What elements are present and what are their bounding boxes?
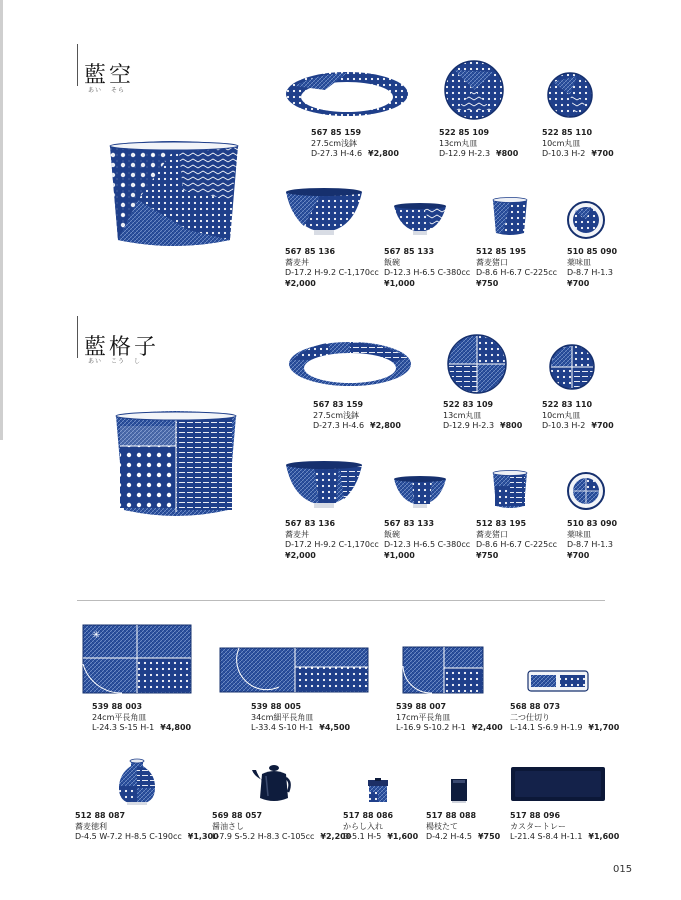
product-price: ¥1,300 bbox=[187, 832, 219, 841]
soba-sake-bottle-image bbox=[117, 758, 157, 806]
product-size: D-12.9 H-2.3 bbox=[439, 149, 491, 158]
product-code: 567 85 136 bbox=[285, 247, 336, 256]
product-name: 蕎麦丼 bbox=[285, 257, 309, 267]
product-name: 10cm丸皿 bbox=[542, 410, 581, 420]
page-number: 015 bbox=[613, 864, 633, 875]
hero-cup-aizora bbox=[108, 140, 240, 255]
product-caption bbox=[476, 519, 557, 561]
product-size: D-8.6 H-6.7 C-225cc bbox=[476, 268, 558, 277]
product-price: ¥700 bbox=[567, 550, 590, 560]
product-code: 510 85 090 bbox=[567, 247, 618, 256]
section-divider bbox=[77, 600, 605, 601]
round-plate-10-image bbox=[549, 344, 595, 390]
product-name: 蕎麦徳利 bbox=[75, 821, 107, 831]
product-size: D-4.2 H-4.5 bbox=[426, 832, 472, 841]
ruby-syllable: あい bbox=[88, 87, 103, 94]
product-name: 楊枝たて bbox=[426, 821, 458, 831]
product-name: 17cm平長角皿 bbox=[396, 712, 451, 722]
rect-plate-17-image bbox=[402, 646, 484, 694]
product-size: D-27.3 H-4.6 bbox=[311, 149, 363, 158]
round-plate-13-image bbox=[447, 334, 507, 394]
product-price: ¥4,500 bbox=[319, 723, 351, 732]
product-name: 24cm平長角皿 bbox=[92, 712, 147, 722]
product-price: ¥700 bbox=[591, 149, 614, 158]
product-code: 517 88 096 bbox=[510, 811, 561, 820]
product-size: D-17.2 H-9.2 C-1,170cc bbox=[285, 268, 379, 277]
product-price: ¥750 bbox=[477, 832, 501, 841]
product-caption bbox=[212, 811, 351, 843]
divided-dish-image bbox=[527, 670, 589, 692]
toothpick-holder-image bbox=[449, 778, 469, 804]
product-caption bbox=[311, 128, 399, 160]
product-size: D-8.6 H-6.7 C-225cc bbox=[476, 540, 558, 549]
product-size: D-10.3 H-2 bbox=[542, 149, 586, 158]
product-caption bbox=[251, 702, 350, 734]
product-code: 512 88 087 bbox=[75, 811, 126, 820]
hero-cup-aigoushi bbox=[114, 410, 238, 525]
product-name: 薬味皿 bbox=[567, 529, 591, 539]
product-code: 517 88 086 bbox=[343, 811, 394, 820]
product-size: L-16.9 S-10.2 H-1 bbox=[396, 723, 466, 732]
product-code: 569 88 057 bbox=[212, 811, 263, 820]
product-code: 568 88 073 bbox=[510, 702, 561, 711]
product-price: ¥1,600 bbox=[588, 832, 620, 841]
product-name: 醤油さし bbox=[212, 821, 244, 831]
page-edge-rule bbox=[0, 0, 3, 440]
product-caption bbox=[384, 247, 470, 289]
product-size: D-5.1 H-5 bbox=[343, 832, 382, 841]
condiment-dish-image bbox=[567, 472, 605, 510]
product-price: ¥750 bbox=[476, 278, 499, 288]
product-price: ¥2,800 bbox=[368, 149, 399, 158]
product-name: 飯碗 bbox=[384, 529, 400, 539]
product-name: からし入れ bbox=[343, 821, 383, 831]
product-name: 13cm丸皿 bbox=[443, 410, 482, 420]
product-caption bbox=[443, 400, 522, 432]
product-size: L-21.4 S-8.4 H-1.1 bbox=[510, 832, 583, 841]
ruby-syllable: そら bbox=[111, 87, 126, 94]
round-plate-13-image bbox=[444, 60, 504, 120]
product-size: D-12.3 H-6.5 C-380cc bbox=[384, 540, 471, 549]
product-caption bbox=[384, 519, 470, 561]
product-name: 13cm丸皿 bbox=[439, 138, 478, 148]
round-plate-10-image bbox=[547, 72, 593, 118]
product-caption bbox=[542, 128, 614, 160]
product-caption bbox=[567, 247, 617, 289]
series-marker bbox=[77, 316, 78, 358]
product-price: ¥2,200 bbox=[320, 832, 352, 841]
product-name: 蕎麦猪口 bbox=[476, 257, 508, 267]
product-price: ¥2,000 bbox=[285, 278, 316, 288]
product-code: 567 83 133 bbox=[384, 519, 435, 528]
series-title-aizora: 藍空 bbox=[84, 63, 135, 88]
product-price: ¥700 bbox=[591, 421, 614, 430]
series-title-aigoushi: 藍格子 bbox=[84, 335, 160, 360]
product-code: 567 83 159 bbox=[313, 400, 364, 409]
product-code: 539 88 003 bbox=[92, 702, 143, 711]
product-price: ¥4,800 bbox=[160, 723, 192, 732]
product-caption bbox=[510, 702, 619, 734]
product-name: 蕎麦猪口 bbox=[476, 529, 508, 539]
rice-bowl-image bbox=[392, 475, 448, 511]
ruby-syllable: こう bbox=[111, 358, 126, 365]
product-caption bbox=[343, 811, 418, 843]
rect-plate-24-image bbox=[82, 624, 192, 694]
soba-bowl-image bbox=[284, 186, 364, 238]
rice-bowl-image bbox=[392, 202, 448, 238]
product-code: 512 83 195 bbox=[476, 519, 527, 528]
product-code: 517 88 088 bbox=[426, 811, 477, 820]
product-caption bbox=[285, 247, 379, 289]
product-name: 薬味皿 bbox=[567, 257, 591, 267]
product-price: ¥750 bbox=[476, 550, 499, 560]
product-code: 510 83 090 bbox=[567, 519, 618, 528]
product-code: 567 85 159 bbox=[311, 128, 362, 137]
product-size: D-12.9 H-2.3 bbox=[443, 421, 495, 430]
product-code: 539 88 007 bbox=[396, 702, 447, 711]
product-caption bbox=[476, 247, 557, 289]
series-ruby bbox=[88, 356, 150, 365]
product-price: ¥2,000 bbox=[285, 550, 316, 560]
product-name: 蕎麦丼 bbox=[285, 529, 309, 539]
soba-cup-image bbox=[491, 197, 529, 239]
ruby-syllable: し bbox=[134, 358, 142, 365]
product-name: カスタートレー bbox=[510, 821, 566, 831]
product-size: D-10.3 H-2 bbox=[542, 421, 586, 430]
product-size: D-27.3 H-4.6 bbox=[313, 421, 365, 430]
product-code: 567 85 133 bbox=[384, 247, 435, 256]
product-size: L-33.4 S-10 H-1 bbox=[251, 723, 314, 732]
product-price: ¥2,800 bbox=[370, 421, 401, 430]
mustard-pot-image bbox=[367, 778, 389, 804]
product-price: ¥700 bbox=[567, 278, 590, 288]
product-caption bbox=[439, 128, 518, 160]
product-caption bbox=[396, 702, 503, 734]
product-price: ¥1,000 bbox=[384, 550, 415, 560]
product-name: 10cm丸皿 bbox=[542, 138, 581, 148]
product-size: L-7.9 S-5.2 H-8.3 C-105cc bbox=[212, 832, 315, 841]
soba-bowl-image bbox=[284, 459, 364, 511]
product-caption bbox=[567, 519, 617, 561]
product-caption bbox=[285, 519, 379, 561]
product-size: L-24.3 S-15 H-1 bbox=[92, 723, 155, 732]
series-marker bbox=[77, 44, 78, 86]
product-size: D-17.2 H-9.2 C-1,170cc bbox=[285, 540, 379, 549]
cruet-tray-image bbox=[510, 766, 606, 802]
soy-dispenser-image bbox=[252, 762, 292, 806]
product-caption bbox=[510, 811, 619, 843]
product-code: 522 83 109 bbox=[443, 400, 494, 409]
product-name: 27.5cm浅鉢 bbox=[311, 138, 358, 148]
rect-plate-34-image bbox=[219, 647, 369, 693]
product-price: ¥2,400 bbox=[471, 723, 503, 732]
product-price: ¥1,000 bbox=[384, 278, 415, 288]
product-code: 522 83 110 bbox=[542, 400, 593, 409]
product-caption bbox=[313, 400, 401, 432]
product-code: 512 85 195 bbox=[476, 247, 527, 256]
condiment-dish-image bbox=[567, 201, 605, 239]
product-name: 二つ仕切り bbox=[510, 712, 550, 722]
product-price: ¥800 bbox=[496, 149, 519, 158]
product-price: ¥800 bbox=[500, 421, 523, 430]
product-size: D-8.7 H-1.3 bbox=[567, 540, 613, 549]
shallow-bowl-image bbox=[285, 70, 409, 118]
product-price: ¥1,700 bbox=[588, 723, 620, 732]
product-code: 567 83 136 bbox=[285, 519, 336, 528]
product-code: 522 85 110 bbox=[542, 128, 593, 137]
product-name: 27.5cm浅鉢 bbox=[313, 410, 360, 420]
product-code: 539 88 005 bbox=[251, 702, 302, 711]
product-code: 522 85 109 bbox=[439, 128, 490, 137]
product-caption bbox=[542, 400, 614, 432]
product-caption bbox=[75, 811, 219, 843]
product-caption bbox=[426, 811, 500, 843]
soba-cup-image bbox=[491, 470, 529, 512]
svg-text:✳: ✳ bbox=[92, 630, 101, 641]
product-size: D-4.5 W-7.2 H-8.5 C-190cc bbox=[75, 832, 182, 841]
ruby-syllable: あい bbox=[88, 358, 103, 365]
product-size: L-14.1 S-6.9 H-1.9 bbox=[510, 723, 583, 732]
product-size: D-8.7 H-1.3 bbox=[567, 268, 613, 277]
product-size: D-12.3 H-6.5 C-380cc bbox=[384, 268, 471, 277]
series-ruby bbox=[88, 85, 134, 94]
product-caption bbox=[92, 702, 191, 734]
product-name: 飯碗 bbox=[384, 257, 400, 267]
product-name: 34cm細平長角皿 bbox=[251, 712, 314, 722]
shallow-bowl-image bbox=[288, 340, 412, 388]
product-price: ¥1,600 bbox=[387, 832, 419, 841]
